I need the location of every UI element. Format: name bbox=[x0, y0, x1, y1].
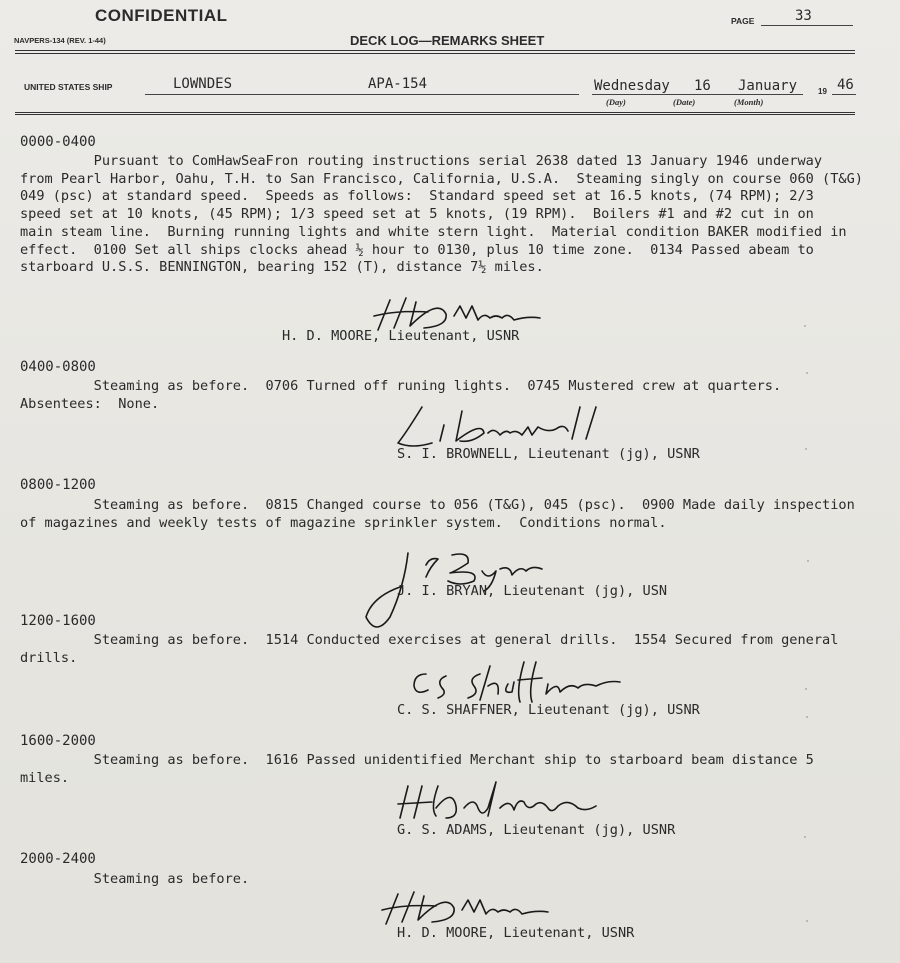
sheet-title: DECK LOG—REMARKS SHEET bbox=[350, 33, 545, 48]
watch-period: 0400-0800 bbox=[20, 359, 96, 375]
entry-line: Steaming as before. 1514 Conducted exercises at general drills. 1554 Secured from general bbox=[20, 632, 839, 648]
hull-number: APA-154 bbox=[368, 76, 428, 92]
date-caption: (Date) bbox=[673, 97, 696, 107]
watch-period: 1600-2000 bbox=[20, 733, 96, 749]
entry-line: speed set at 10 knots, (45 RPM); 1/3 speed set at 5 knots, (19 RPM). Boilers #1 and #2 cut in on bbox=[20, 206, 814, 223]
ship-name: LOWNDES bbox=[173, 76, 233, 92]
handwritten-signature bbox=[392, 403, 607, 451]
ship-label: UNITED STATES SHIP bbox=[24, 82, 113, 92]
entry-line: Pursuant to ComHawSeaFron routing instructions serial 2638 dated 13 January 1946 underway bbox=[20, 153, 823, 169]
entry-line: of magazines and weekly tests of magazine sprinkler system. Conditions normal. bbox=[20, 514, 667, 531]
signature-name: S. I. BROWNELL, Lieutenant (jg), USNR bbox=[397, 446, 700, 462]
entry-line: miles. bbox=[20, 769, 70, 786]
date-value: 16 bbox=[694, 78, 711, 94]
watch-period: 0800-1200 bbox=[20, 477, 96, 493]
header-rule-bottom bbox=[15, 112, 855, 113]
entry-line: Steaming as before. bbox=[20, 871, 250, 887]
signature-name: J. I. BRYAN, Lieutenant (jg), USN bbox=[397, 583, 668, 599]
year-line bbox=[832, 94, 856, 95]
page-number: 33 bbox=[795, 8, 812, 24]
page-number-line bbox=[761, 25, 853, 26]
paper-speck bbox=[807, 560, 809, 562]
entry-line: from Pearl Harbor, Oahu, T.H. to San Francisco, California, U.S.A. Steaming singly on course 060 (T&G) bbox=[20, 170, 863, 187]
paper-speck bbox=[806, 920, 808, 922]
signature-name: H. D. MOORE, Lieutenant, USNR bbox=[397, 925, 635, 941]
entry-line: drills. bbox=[20, 649, 78, 666]
watch-period: 0000-0400 bbox=[20, 134, 96, 150]
header-rule-top bbox=[15, 50, 855, 51]
paper-speck bbox=[804, 836, 806, 838]
entry-line: effect. 0100 Set all ships clocks ahead ½ hour to 0130, plus 10 time zone. 0134 Passed abeam to bbox=[20, 241, 814, 258]
month-value: January bbox=[738, 78, 798, 94]
day-value: Wednesday bbox=[594, 78, 670, 94]
paper-speck bbox=[805, 688, 807, 690]
entry-line: Absentees: None. bbox=[20, 395, 160, 412]
signature-name: G. S. ADAMS, Lieutenant (jg), USNR bbox=[397, 822, 676, 838]
watch-period: 1200-1600 bbox=[20, 613, 96, 629]
signature-name: H. D. MOORE, Lieutenant, USNR bbox=[282, 328, 520, 344]
page-label: PAGE bbox=[731, 16, 755, 26]
year-value: 46 bbox=[837, 77, 854, 93]
header-rule-bottom-2 bbox=[15, 114, 855, 115]
entry-line: main steam line. Burning running lights and white stern light. Material condition BAKER modified in bbox=[20, 223, 847, 240]
entry-line: Steaming as before. 0815 Changed course to 056 (T&G), 045 (psc). 0900 Made daily inspection bbox=[20, 497, 855, 513]
watch-period: 2000-2400 bbox=[20, 851, 96, 867]
paper-speck bbox=[806, 716, 808, 718]
paper-speck bbox=[804, 325, 806, 327]
entry-line: 049 (psc) at standard speed. Speeds as follows: Standard speed set at 16.5 knots, (74 RPM); 2/3 bbox=[20, 188, 814, 205]
header-rule-top-2 bbox=[15, 53, 855, 54]
signature-name: C. S. SHAFFNER, Lieutenant (jg), USNR bbox=[397, 702, 700, 718]
form-number: NAVPERS-134 (REV. 1-44) bbox=[14, 36, 106, 45]
month-caption: (Month) bbox=[734, 97, 764, 107]
day-caption: (Day) bbox=[606, 97, 626, 107]
classification-label: CONFIDENTIAL bbox=[95, 6, 228, 25]
handwritten-signature bbox=[392, 778, 602, 828]
entry-line: Steaming as before. 1616 Passed unidentified Merchant ship to starboard beam distance 5 bbox=[20, 752, 814, 768]
ship-line bbox=[145, 94, 579, 95]
paper-speck bbox=[805, 448, 807, 450]
entry-line: starboard U.S.S. BENNINGTON, bearing 152 (T), distance 7½ miles. bbox=[20, 259, 544, 276]
date-line bbox=[592, 94, 803, 95]
year-prefix: 19 bbox=[818, 87, 827, 96]
paper-speck bbox=[806, 372, 808, 374]
entry-line: Steaming as before. 0706 Turned off runing lights. 0745 Mustered crew at quarters. bbox=[20, 378, 782, 394]
